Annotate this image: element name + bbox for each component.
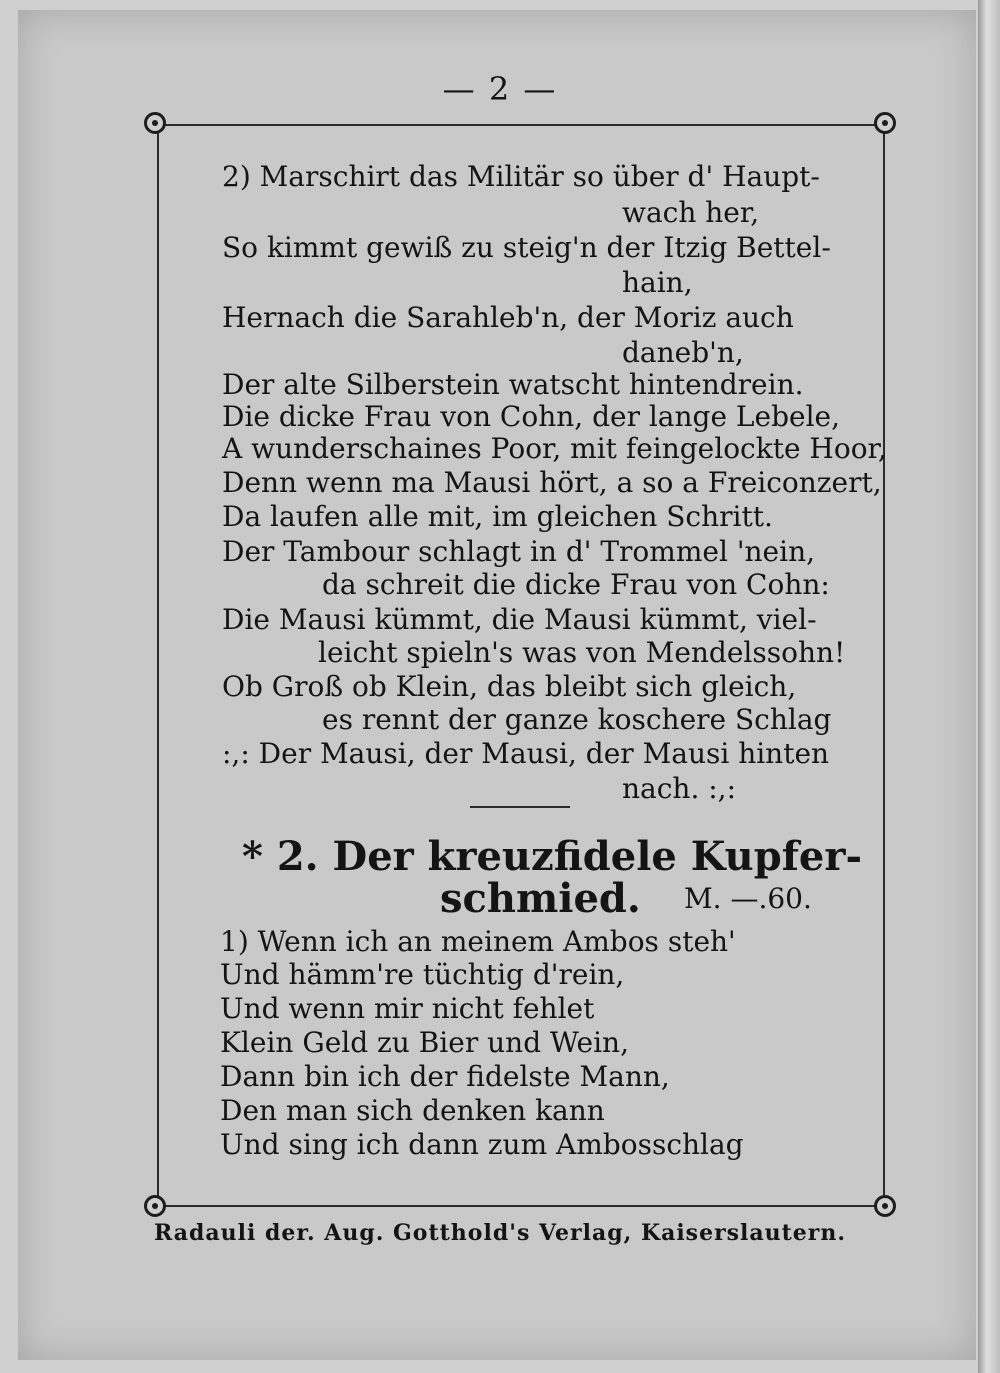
verse-line: Den man sich denken kann	[220, 1094, 605, 1127]
verse-line: es rennt der ganze koschere Schlag	[322, 703, 832, 736]
verse-line: Klein Geld zu Bier und Wein,	[220, 1026, 629, 1059]
verse-line: So kimmt gewiß zu steig'n der Itzig Bettel-	[222, 231, 831, 264]
verse-line: Und sing ich dann zum Ambosschlag	[220, 1128, 744, 1161]
verse-line: :,: Der Mausi, der Mausi, der Mausi hinten	[222, 737, 830, 770]
verse-line: leicht spieln's was von Mendelssohn!	[318, 636, 846, 669]
song-title-continued: schmied.	[440, 875, 641, 922]
verse-line: wach her,	[622, 196, 760, 229]
section-divider	[470, 806, 570, 808]
verse-line: hain,	[622, 266, 693, 299]
verse-line: nach. :,:	[622, 772, 737, 805]
corner-ornament-icon	[874, 112, 896, 134]
corner-ornament-icon	[144, 1195, 166, 1217]
verse-line: 2) Marschirt das Militär so über d' Haupt-	[222, 160, 820, 193]
page-edge	[978, 0, 1000, 1373]
verse-line: daneb'n,	[622, 336, 744, 369]
verse-line: Die Mausi kümmt, die Mausi kümmt, viel-	[222, 603, 817, 636]
verse-line: Dann bin ich der fidelste Mann,	[220, 1060, 670, 1093]
song-title: * 2. Der kreuzfidele Kupfer-	[242, 833, 863, 880]
page-number: — 2 —	[442, 70, 558, 108]
corner-ornament-icon	[874, 1195, 896, 1217]
verse-line: Die dicke Frau von Cohn, der lange Lebele,	[222, 400, 841, 433]
corner-ornament-icon	[144, 112, 166, 134]
price-label: M. —.60.	[684, 882, 812, 915]
verse-line: Der alte Silberstein watscht hintendrein.	[222, 368, 804, 401]
publisher-footer: Radauli der. Aug. Gotthold's Verlag, Kaiserslautern.	[153, 1220, 847, 1246]
verse-line: 1) Wenn ich an meinem Ambos steh'	[220, 925, 736, 958]
verse-line: Hernach die Sarahleb'n, der Moriz auch	[222, 301, 794, 334]
verse-line: Und wenn mir nicht fehlet	[220, 992, 595, 1025]
verse-line: Der Tambour schlagt in d' Trommel 'nein,	[222, 535, 816, 568]
verse-line: Denn wenn ma Mausi hört, a so a Freiconzert,	[222, 466, 882, 499]
verse-line: Und hämm're tüchtig d'rein,	[220, 958, 625, 991]
verse-line: da schreit die dicke Frau von Cohn:	[322, 568, 830, 601]
verse-line: A wunderschaines Poor, mit feingelockte Hoor,	[222, 432, 887, 465]
verse-line: Ob Groß ob Klein, das bleibt sich gleich,	[222, 670, 797, 703]
verse-line: Da laufen alle mit, im gleichen Schritt.	[222, 500, 773, 533]
